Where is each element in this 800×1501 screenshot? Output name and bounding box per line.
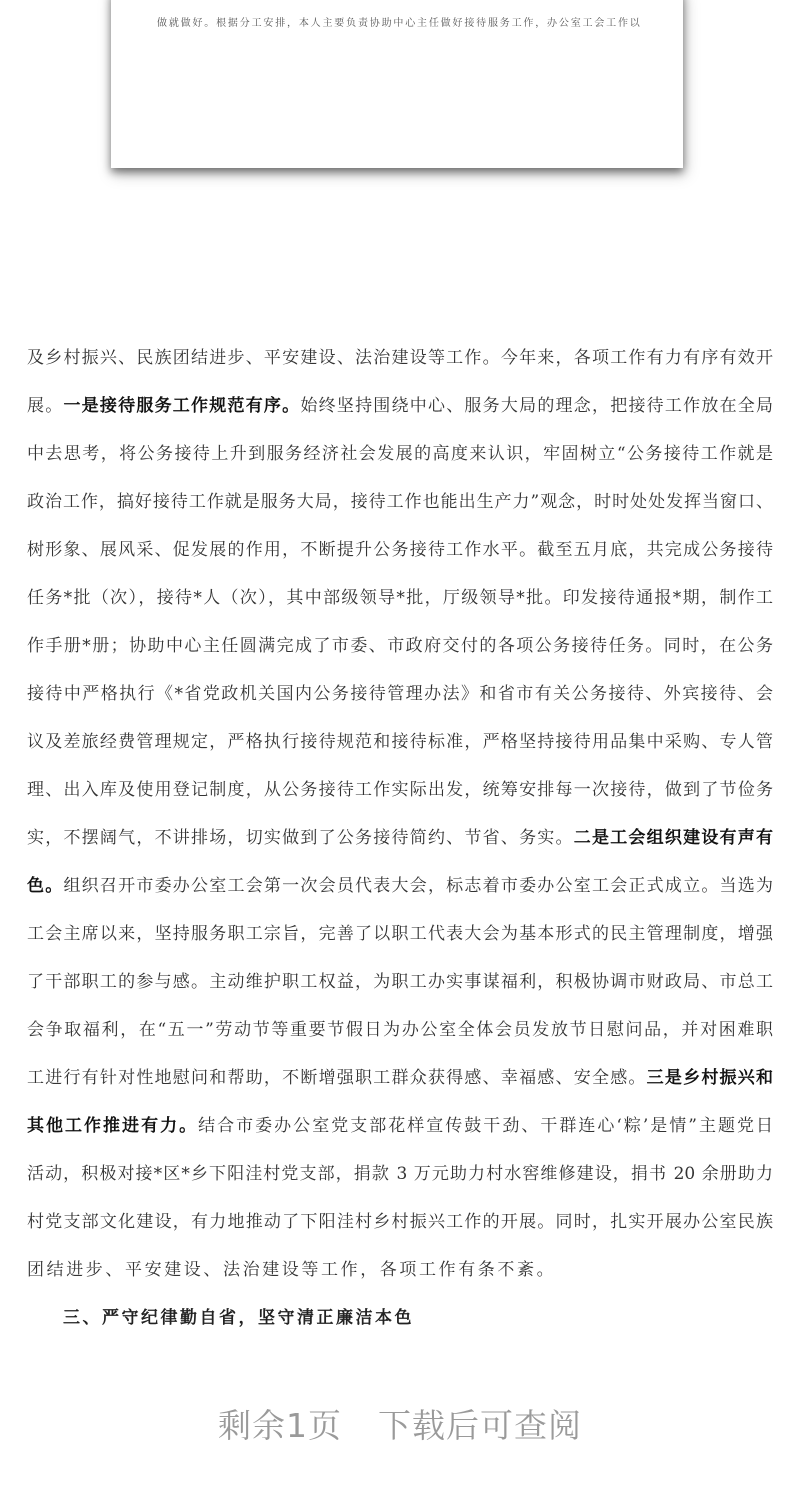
download-hint-label[interactable]: 下载后可查阅 [378, 1406, 582, 1445]
paragraph-line [27, 438, 773, 486]
remaining-pages-label: 剩余1页 [218, 1406, 342, 1445]
bold-lead-text: 二是工会组织建设有声有 [573, 828, 773, 848]
paragraph-line [27, 678, 773, 726]
body-text: 政治工作，搞好接待工作就是服务大局，接待工作也能出生产力”观念，时时处处发挥当窗口、 [27, 492, 773, 512]
body-text: 中去思考，将公务接待上升到服务经济社会发展的高度来认识，牢固树立“公务接待工作就是 [27, 444, 773, 464]
paragraph-line [27, 918, 773, 966]
bold-lead-text: 色。 [27, 876, 64, 896]
body-text: 会争取福利，在“五一”劳动节等重要节假日为办公室全体会员发放节日慰问品，并对困难职 [27, 1020, 773, 1040]
paragraph-line [27, 774, 773, 822]
body-text: 工进行有针对性地慰问和帮助，不断增强职工群众获得感、幸福感、安全感。 [27, 1068, 647, 1088]
paragraph-line [27, 1254, 773, 1302]
preview-page-card [111, 0, 683, 168]
paragraph-line [27, 534, 773, 582]
bold-lead-text: 三是乡村振兴和 [646, 1068, 774, 1088]
body-text: 活动，积极对接*区*乡下阳洼村党支部，捐款 3 万元助力村水窖维修建设，捐书 20 余册助力 [27, 1164, 773, 1184]
paragraph-line [27, 870, 773, 918]
body-text: 接待中严格执行《*省党政机关国内公务接待管理办法》和省市有关公务接待、外宾接待、会 [27, 684, 773, 704]
paragraph-line [27, 1206, 773, 1254]
paragraph-line [27, 726, 773, 774]
body-text: 理、出入库及使用登记制度，从公务接待工作实际出发，统筹安排每一次接待，做到了节俭务 [27, 780, 773, 800]
document-body [27, 342, 773, 1302]
preview-text-line: 做就做好。根据分工安排，本人主要负责协助中心主任做好接待服务工作，办公室工会工作以 [157, 18, 641, 29]
body-text: 结合市委办公室党支部花样宣传鼓干劲、干群连心‘粽’是情”主题党日 [198, 1116, 774, 1136]
bold-lead-text: 其他工作推进有力。 [27, 1116, 199, 1136]
body-text: 组织召开市委办公室工会第一次会员代表大会，标志着市委办公室工会正式成立。当选为 [63, 876, 774, 896]
body-text: 工会主席以来，坚持服务职工宗旨，完善了以职工代表大会为基本形式的民主管理制度，增强 [27, 924, 773, 944]
paragraph-line [27, 630, 773, 678]
body-text: 任务*批（次），接待*人（次），其中部级领导*批，厅级领导*批。印发接待通报*期，制作工 [27, 588, 773, 608]
paragraph-line [27, 582, 773, 630]
section-heading: 三、严守纪律勤自省，坚守清正廉洁本色 [63, 1308, 414, 1328]
bold-lead-text: 一是接待服务工作规范有序。 [63, 396, 301, 416]
body-text: 作手册*册；协助中心主任圆满完成了市委、市政府交付的各项公务接待任务。同时，在公务 [27, 636, 773, 656]
body-text: 村党支部文化建设，有力地推动了下阳洼村乡村振兴工作的开展。同时，扎实开展办公室民族 [27, 1212, 773, 1232]
paragraph-line [27, 1110, 773, 1158]
paragraph-line [27, 966, 773, 1014]
body-text: 始终坚持围绕中心、服务大局的理念，把接待工作放在全局 [300, 396, 774, 416]
paragraph-line [27, 1062, 773, 1110]
body-text: 实，不摆阔气，不讲排场，切实做到了公务接待简约、节省、务实。 [27, 828, 574, 848]
body-text: 议及差旅经费管理规定，严格执行接待规范和接待标准，严格坚持接待用品集中采购、专人管 [27, 732, 773, 752]
paragraph-line [27, 390, 773, 438]
download-prompt[interactable] [0, 1400, 800, 1447]
paragraph-line [27, 1158, 773, 1206]
paragraph-line [27, 486, 773, 534]
paragraph-line [27, 822, 773, 870]
paragraph-line [27, 1014, 773, 1062]
paragraph-line [27, 342, 773, 390]
body-text: 及乡村振兴、民族团结进步、平安建设、法治建设等工作。今年来，各项工作有力有序有效开 [27, 348, 773, 368]
body-text: 树形象、展风采、促发展的作用，不断提升公务接待工作水平。截至五月底，共完成公务接待 [27, 540, 773, 560]
body-text: 了干部职工的参与感。主动维护职工权益，为职工办实事谋福利，积极协调市财政局、市总工 [27, 972, 773, 992]
body-text: 团结进步、平安建设、法治建设等工作，各项工作有条不紊。 [27, 1260, 557, 1280]
body-text: 展。 [27, 396, 64, 416]
